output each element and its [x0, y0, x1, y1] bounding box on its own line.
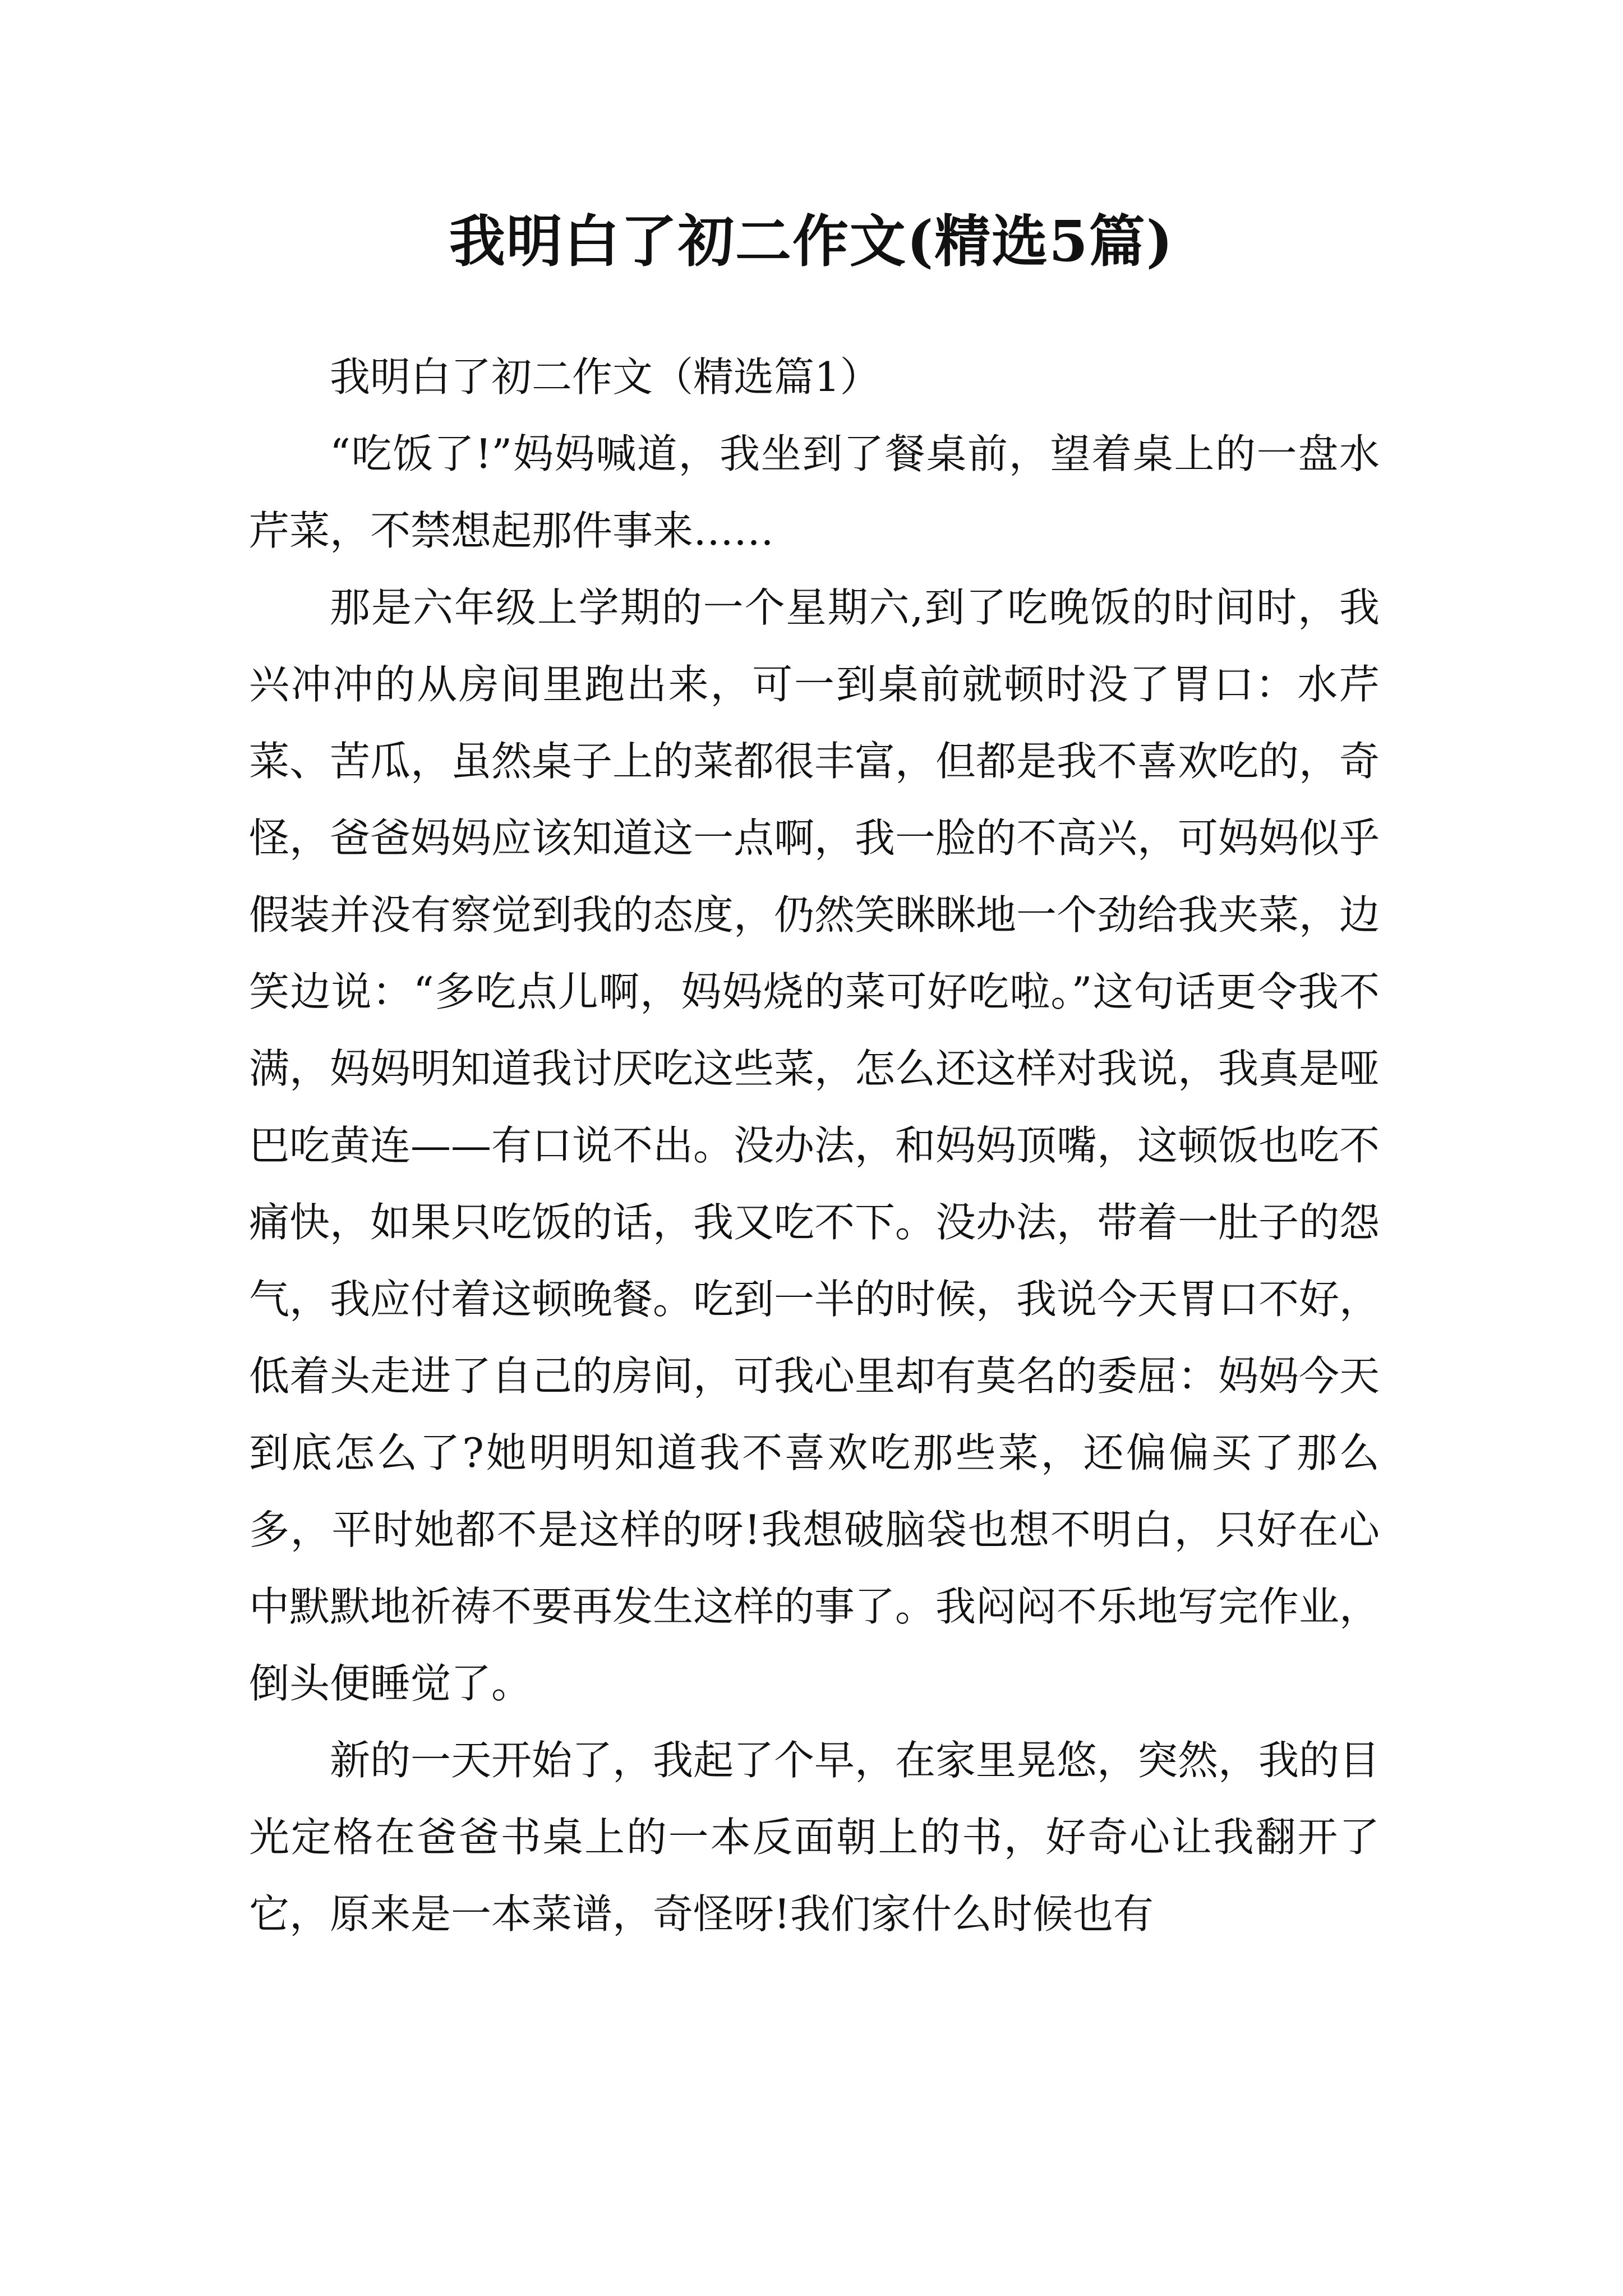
- paragraph: 那是六年级上学期的一个星期六,到了吃晚饭的时间时，我兴冲冲的从房间里跑出来，可一到桌前就顿时没了胃口：水芹菜、苦瓜，虽然桌子上的菜都很丰富，但都是我不喜欢吃的，奇怪，爸爸妈妈应该知道这一点啊，我一脸的不高兴，可妈妈似乎假装并没有察觉到我的态度，仍然笑眯眯地一个劲给我夹菜，边笑边说：“多吃点儿啊，妈妈烧的菜可好吃啦。”这句话更令我不满，妈妈明知道我讨厌吃这些菜，怎么还这样对我说，我真是哑巴吃黄连——有口说不出。没办法，和妈妈顶嘴，这顿饭也吃不痛快，如果只吃饭的话，我又吃不下。没办法，带着一肚子的怨气，我应付着这顿晚餐。吃到一半的时候，我说今天胃口不好，低着头走进了自己的房间，可我心里却有莫名的委屈：妈妈今天到底怎么了?她明明知道我不喜欢吃那些菜，还偏偏买了那么多，平时她都不是这样的呀!我想破脑袋也想不明白，只好在心中默默地祈祷不要再发生这样的事了。我闷闷不乐地写完作业，倒头便睡觉了。: [249, 584, 1380, 1707]
- section-heading: 我明白了初二作文（精选篇1）: [330, 353, 880, 401]
- document-body: [249, 339, 1380, 1953]
- paragraph: “吃饭了!”妈妈喊道，我坐到了餐桌前，望着桌上的一盘水芹菜，不禁想起那件事来……: [249, 430, 1380, 554]
- document-title: 我明白了初二作文(精选5篇): [449, 208, 1174, 274]
- paragraph: 新的一天开始了，我起了个早，在家里晃悠，突然，我的目光定格在爸爸书桌上的一本反面朝上的书，好奇心让我翻开了它，原来是一本菜谱，奇怪呀!我们家什么时候也有: [249, 1737, 1380, 1938]
